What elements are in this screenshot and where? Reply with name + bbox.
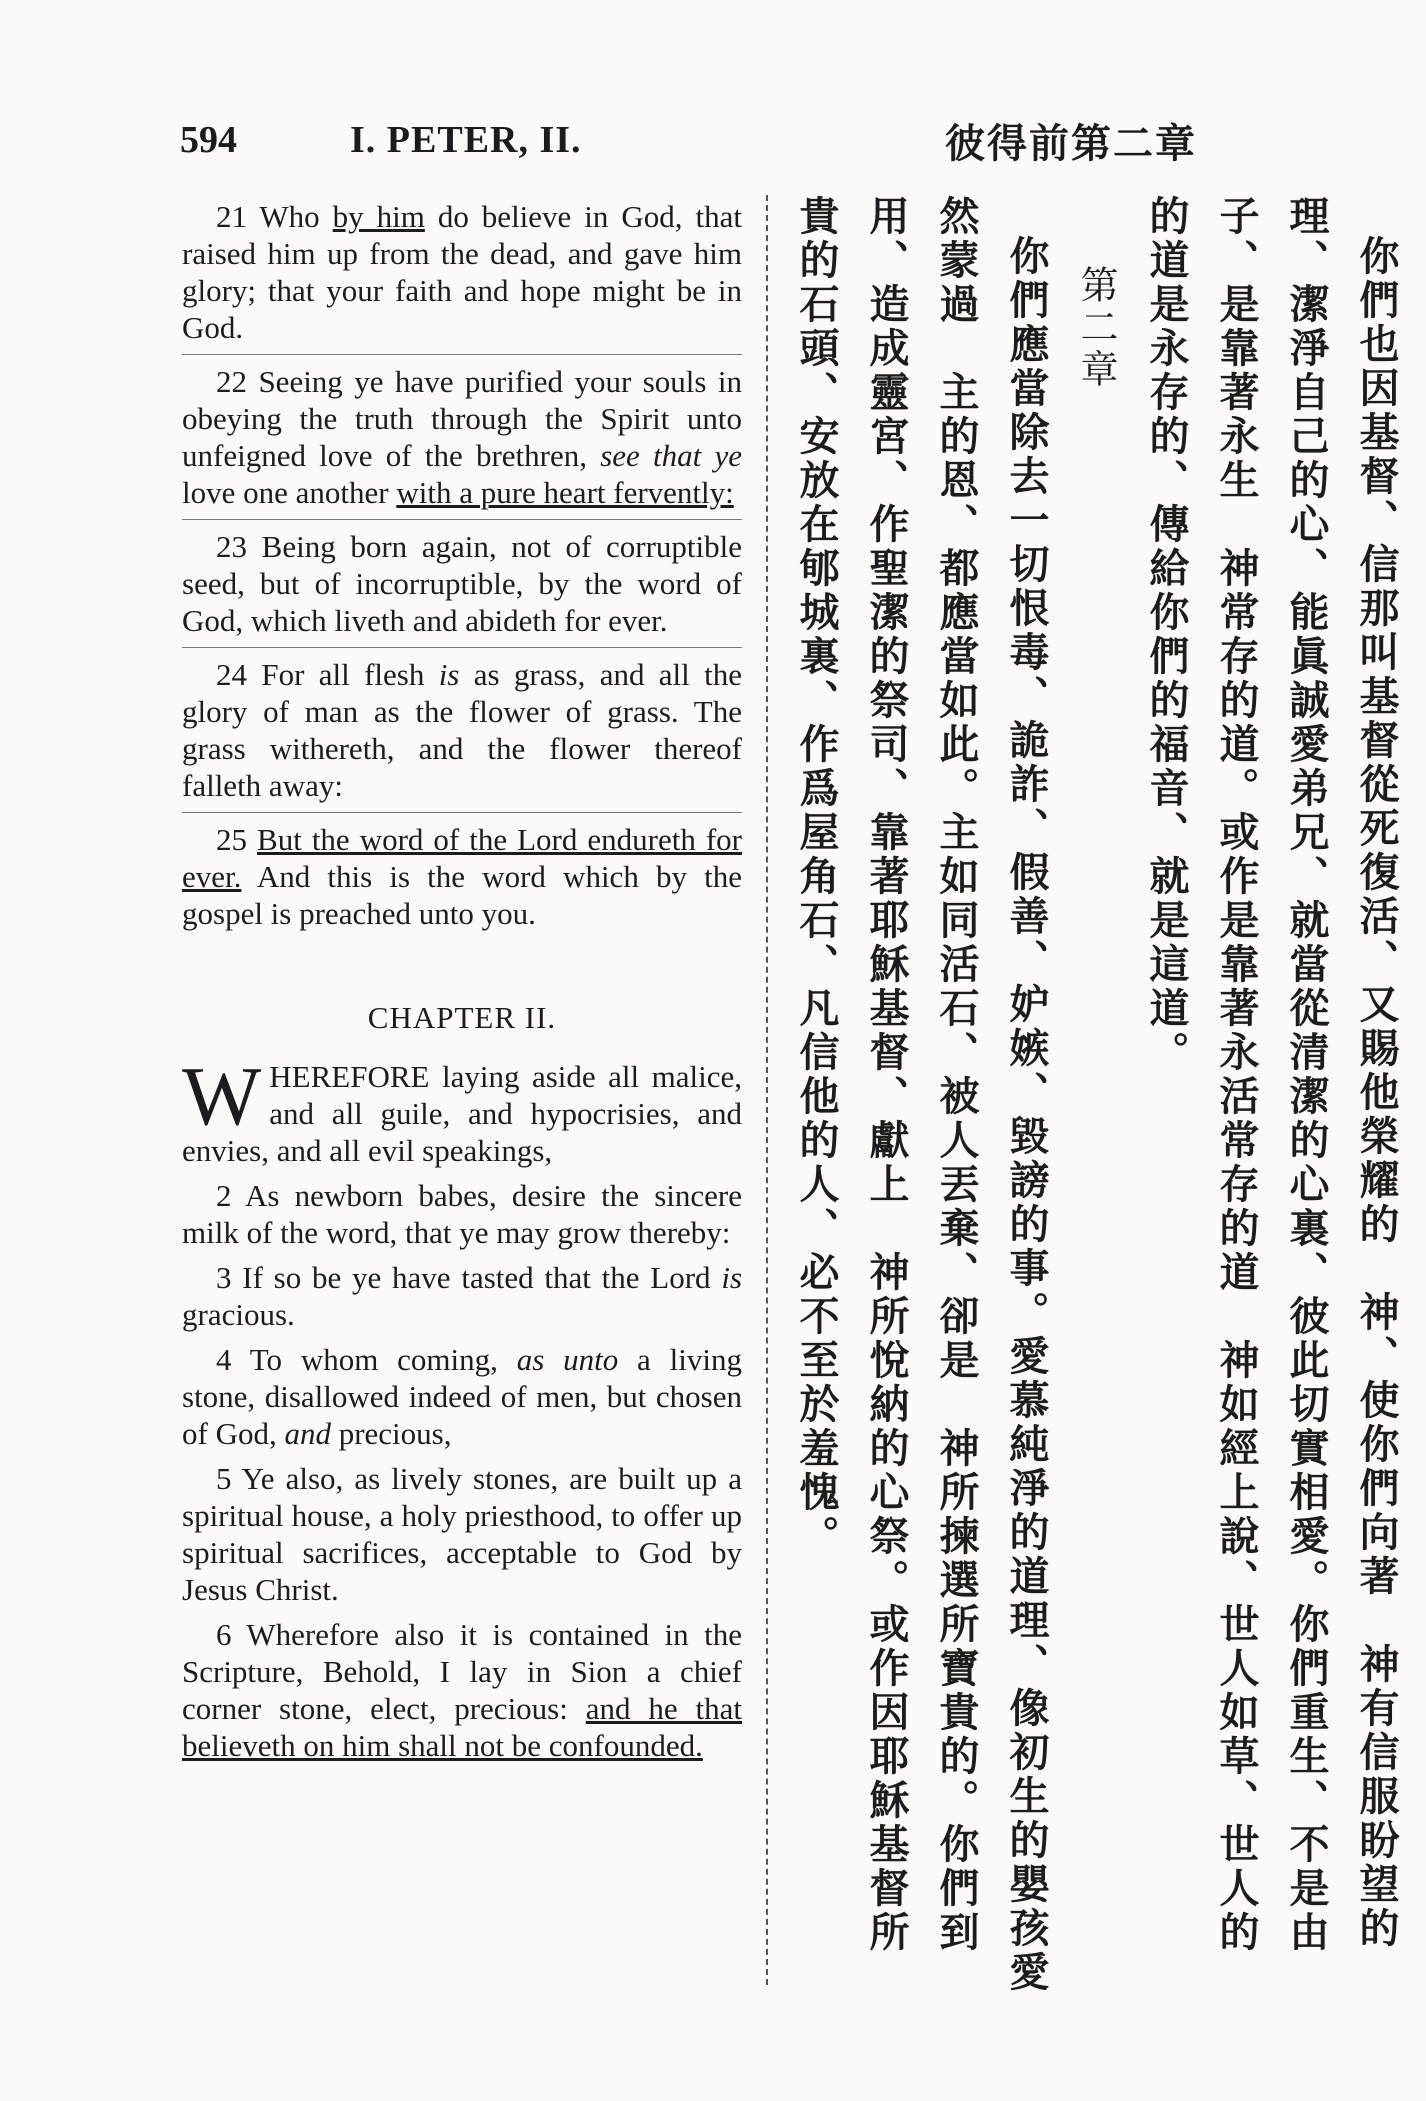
english-text-column (182, 198, 742, 1772)
chinese-text-column (770, 195, 1410, 1995)
verse-22 (182, 363, 742, 520)
verse-text: Ye also, as lively stones, are built up a spiritual house, a holy priesthood, to offer up spiritual sacrifices, acceptable to God by Jesus Christ. (182, 1461, 743, 1607)
verse-1 (182, 1050, 742, 1169)
verse-text: love one another (182, 475, 397, 510)
book-title: I. PETER, II. (350, 119, 582, 161)
verse-3 (182, 1259, 742, 1333)
verse-number: 6 (216, 1617, 232, 1652)
verse-23 (182, 528, 742, 648)
verse-text: see that ye (600, 438, 742, 473)
chinese-text-line: 用、造成靈宮、作聖潔的祭司、靠著耶穌基督、獻上 神所悅納的心祭。或作因耶穌基督所 (863, 195, 909, 1955)
verse-1-text: HEREFORE laying aside all malice, and all guile, and hypocrisies, and envies, and all evil speakings, (182, 1059, 742, 1168)
verse-text: For all flesh (261, 657, 439, 692)
verse-5 (182, 1460, 742, 1608)
verse-24 (182, 656, 742, 813)
verse-text: and he that believeth on him shall not be confounded. (182, 1691, 742, 1763)
verses-chapter-1 (182, 198, 742, 932)
verse-text: do believe in God, that raised him up from the dead, and gave him glory; that your faith and hope might be in God. (182, 199, 742, 345)
verse-text: Seeing ye have purified your souls in obeying the truth through the Spirit unto unfeigned love of the brethren, (182, 364, 742, 473)
verse-4 (182, 1341, 742, 1452)
verse-text: with a pure heart fervently: (396, 475, 734, 510)
verse-text: gracious. (182, 1297, 295, 1332)
chinese-text-line: 貴的石頭、安放在郇城裏、作爲屋角石、凡信他的人、必不至於羞愧。 (793, 195, 839, 1559)
verse-text: But the word of the Lord endureth for ever. (182, 822, 742, 894)
verse-number: 24 (216, 657, 247, 692)
verse-text: as grass, and all the glory of man as the flower of grass. The grass withereth, and the flower thereof falleth away: (182, 657, 742, 803)
verse-number: 22 (216, 364, 247, 399)
verses-chapter-2 (182, 1177, 742, 1764)
page-header (0, 118, 1426, 178)
verse-text: And this is the word which by the gospel is preached unto you. (182, 859, 742, 931)
verse-text: Being born again, not of corruptible seed, but of incorruptible, by the word of God, which liveth and abideth for ever. (182, 529, 742, 638)
verse-text: is (438, 657, 460, 692)
chapter-heading: CHAPTER II. (367, 1000, 557, 1035)
verse-text: As newborn babes, desire the sincere milk of the word, that ye may grow thereby: (182, 1178, 743, 1250)
verse-text: by him (332, 199, 425, 234)
verse-text: as unto (516, 1342, 619, 1377)
verse-text: Who (259, 199, 333, 234)
verse-number: 4 (216, 1342, 232, 1377)
verse-text: precious, (330, 1416, 452, 1451)
column-divider (766, 195, 768, 1985)
chinese-text-line: 你們應當除去一切恨毒、詭詐、假善、妒嫉、毀謗的事。愛慕純淨的道理、像初生的嬰孩愛 (1003, 235, 1049, 1995)
verse-number: 21 (216, 199, 247, 234)
verse-number: 3 (216, 1260, 232, 1295)
verse-6 (182, 1616, 742, 1764)
verse-number: 5 (216, 1461, 232, 1496)
verse-2 (182, 1177, 742, 1251)
chinese-chapter-heading: 第二章 (1074, 265, 1118, 391)
chinese-text-line: 的道是永存的、傳給你們的福音、就是這道。 (1143, 195, 1189, 1075)
chinese-text-line: 子、是靠著永生 神常存的道。或作是靠著永活常存的道 神如經上說、世人如草、世人的 (1213, 195, 1259, 1955)
verse-25 (182, 821, 742, 932)
page-number: 594 (180, 119, 237, 161)
verse-number: 25 (216, 822, 247, 857)
verse-number: 23 (216, 529, 247, 564)
verse-text: Wherefore also it is contained in the Scripture, Behold, I lay in Sion a chief corner stone, elect, precious: (182, 1617, 742, 1726)
drop-cap: W (182, 1050, 262, 1143)
chinese-text-line: 然蒙過 主的恩、都應當如此。主如同活石、被人丟棄、卻是 神所揀選所寶貴的。你們到 (933, 195, 979, 1955)
verse-text: To whom coming, (249, 1342, 517, 1377)
chinese-text-line: 你們也因基督、信那叫基督從死復活、又賜他榮耀的 神、使你們向著 神有信服盼望的 (1353, 235, 1399, 1951)
verse-21 (182, 198, 742, 355)
chinese-text-line: 理、潔淨自己的心、能眞誠愛弟兄、就當從清潔的心裏、彼此切實相愛。你們重生、不是由 (1283, 195, 1329, 1955)
chinese-running-title: 彼得前第二章 (945, 121, 1197, 167)
verse-number: 2 (216, 1178, 232, 1213)
verse-text: If so be ye have tasted that the Lord (242, 1260, 722, 1295)
verse-text: is (721, 1260, 743, 1295)
verse-text: a living stone, disallowed indeed of men, but chosen of God, (182, 1342, 742, 1451)
verse-text: and (284, 1416, 331, 1451)
